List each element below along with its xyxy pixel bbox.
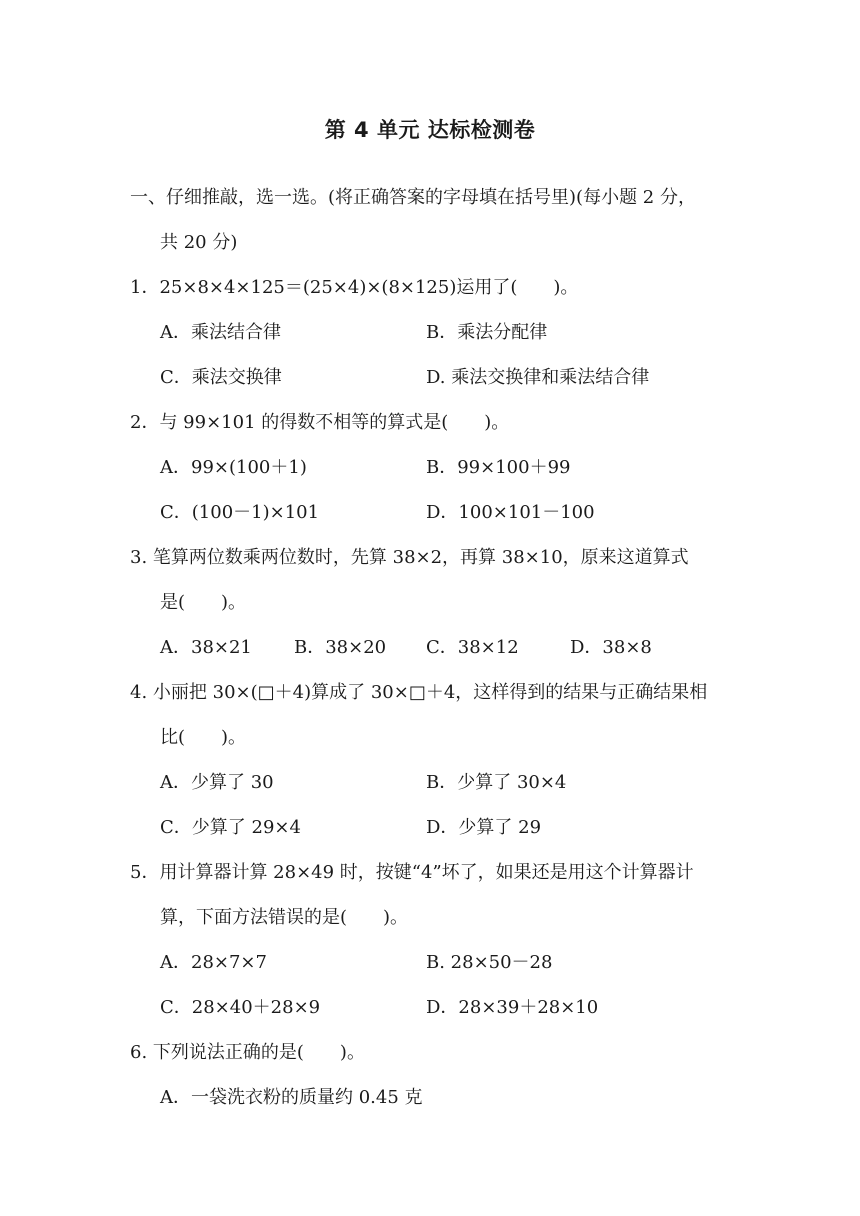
question-3-stem: 3. 笔算两位数乘两位数时，先算 38×2，再算 38×10，原来这道算式	[130, 547, 689, 568]
question-2-option-d: D．100×101－100	[426, 502, 595, 523]
question-3-option-a: A．38×21	[160, 637, 252, 658]
question-2-option-c: C．(100－1)×101	[160, 502, 320, 523]
question-2-stem: 2．与 99×101 的得数不相等的算式是( )。	[130, 412, 510, 433]
question-2-option-a: A．99×(100＋1)	[160, 457, 307, 478]
question-1-option-b: B．乘法分配律	[426, 322, 548, 343]
question-4-option-d: D．少算了 29	[426, 817, 542, 838]
question-2-option-b: B．99×100＋99	[426, 457, 571, 478]
section-heading-cont: 共 20 分)	[160, 232, 238, 253]
question-4-stem: 4. 小丽把 30×(□＋4)算成了 30×□＋4，这样得到的结果与正确结果相	[130, 682, 708, 703]
question-1-option-a: A．乘法结合律	[160, 322, 281, 343]
question-3-option-c: C．38×12	[426, 637, 519, 658]
question-5-stem: 5．用计算器计算 28×49 时，按键“4”坏了，如果还是用这个计算器计	[130, 862, 694, 883]
question-5-option-a: A．28×7×7	[160, 952, 267, 973]
question-1-option-c: C．乘法交换律	[160, 367, 282, 388]
question-3-option-b: B．38×20	[294, 637, 387, 658]
question-5-option-c: C．28×40＋28×9	[160, 997, 321, 1018]
question-5-option-d: D．28×39＋28×10	[426, 997, 599, 1018]
question-5-option-b: B. 28×50－28	[426, 952, 553, 973]
question-4-stem-cont: 比( )。	[160, 727, 247, 748]
question-6-option-a: A．一袋洗衣粉的质量约 0.45 克	[160, 1087, 423, 1108]
page-title: 第 4 单元 达标检测卷	[324, 118, 536, 142]
question-3-stem-cont: 是( )。	[160, 592, 247, 613]
question-5-stem-cont: 算，下面方法错误的是( )。	[160, 907, 409, 928]
question-4-option-a: A．少算了 30	[160, 772, 274, 793]
question-4-option-c: C．少算了 29×4	[160, 817, 301, 838]
question-4-option-b: B．少算了 30×4	[426, 772, 567, 793]
question-1-stem: 1．25×8×4×125＝(25×4)×(8×125)运用了( )。	[130, 277, 579, 298]
question-3-option-d: D．38×8	[570, 637, 652, 658]
question-1-option-d: D. 乘法交换律和乘法结合律	[426, 367, 650, 388]
question-6-stem: 6. 下列说法正确的是( )。	[130, 1042, 365, 1063]
section-heading: 一、仔细推敲，选一选。(将正确答案的字母填在括号里)(每小题 2 分，	[130, 187, 696, 208]
